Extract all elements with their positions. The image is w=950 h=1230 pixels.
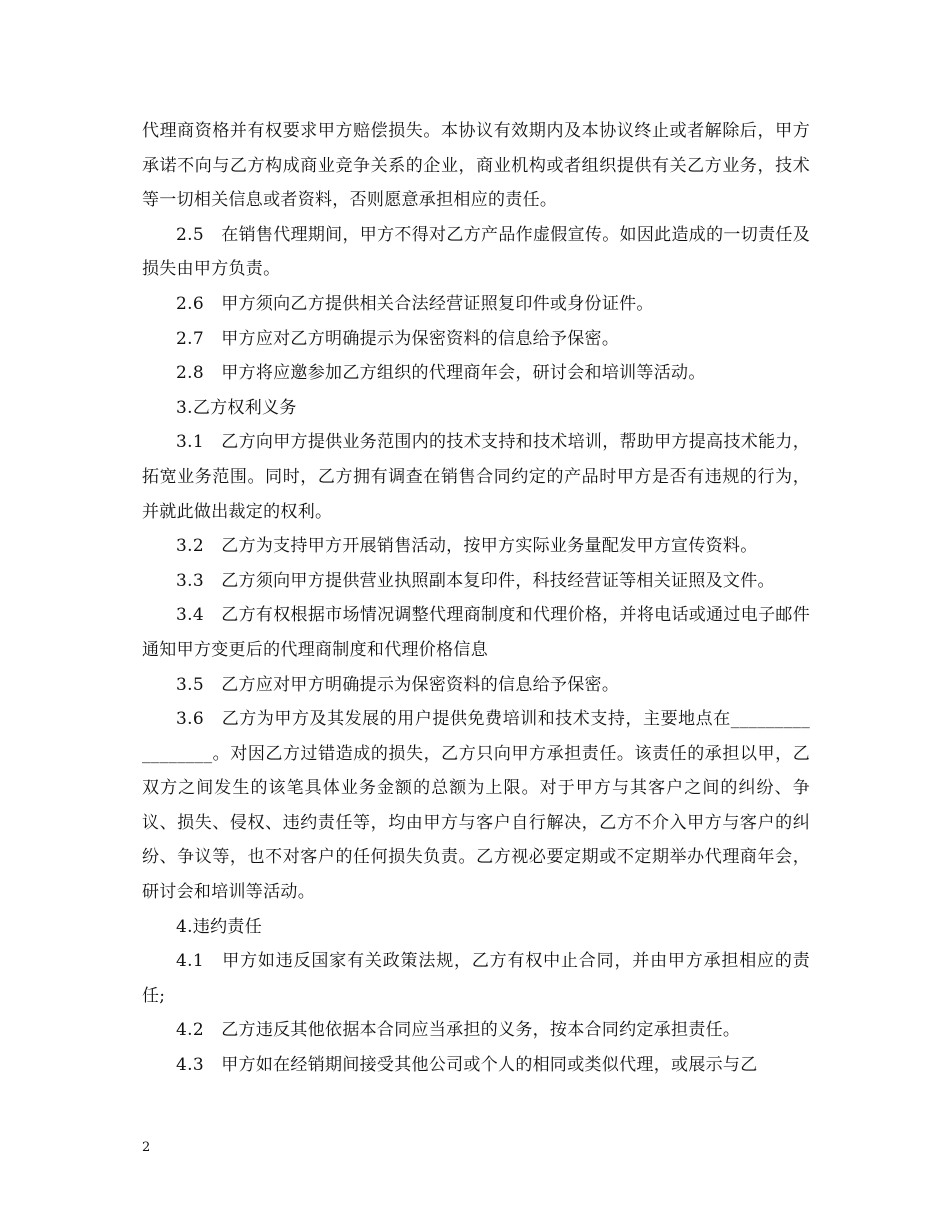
paragraph: 代理商资格并有权要求甲方赔偿损失。本协议有效期内及本协议终止或者解除后，甲方承诺不向与乙方构成商业竞争关系的企业，商业机构或者组织提供有关乙方业务，技术等一切相关信息或者资料，否则愿意承担相应的责任。 <box>142 121 810 211</box>
clause-3-4: 3.4 乙方有权根据市场情况调整代理商制度和代理价格，并将电话或通过电子邮件通知甲方变更后的代理商制度和代理价格信息 <box>142 605 810 660</box>
clause-3-1: 3.1 乙方向甲方提供业务范围内的技术支持和技术培训，帮助甲方提高技术能力，拓宽业务范围。同时，乙方拥有调查在销售合同约定的产品时甲方是否有违规的行为，并就此做出裁定的权利。 <box>142 432 810 522</box>
clause-3-3: 3.3 乙方须向甲方提供营业执照副本复印件，科技经营证等相关证照及文件。 <box>176 570 775 591</box>
clause-3-2: 3.2 乙方为支持甲方开展销售活动，按甲方实际业务量配发甲方宣传资料。 <box>176 536 758 557</box>
clause-2-8: 2.8 甲方将应邀参加乙方组织的代理商年会，研讨会和培训等活动。 <box>176 363 706 384</box>
clause-4-1: 4.1 甲方如违反国家有关政策法规，乙方有权中止合同，并由甲方承担相应的责任; <box>142 951 810 1006</box>
clause-2-6: 2.6 甲方须向乙方提供相关合法经营证照复印件或身份证件。 <box>176 293 654 314</box>
clause-2-5: 2.5 在销售代理期间，甲方不得对乙方产品作虚假宣传。如因此造成的一切责任及损失由甲方负责。 <box>142 224 810 280</box>
page-number: 2 <box>142 1140 151 1155</box>
section-heading-4: 4.违约责任 <box>176 916 263 937</box>
clause-4-2: 4.2 乙方违反其他依据本合同应当承担的义务，按本合同约定承担责任。 <box>176 1020 741 1041</box>
clause-3-6: 3.6 乙方为甲方及其发展的用户提供免费培训和技术支持，主要地点在_________________。对因乙方过错造成的损失，乙方只向甲方承担责任。该责任的承担以甲，乙双方之间发生的该笔具体业务金额的总额为上限。对于甲方与其客户之间的纠纷、争议、损失、侵权、违约责任等，均由甲方与客户自行解决，乙方不介入甲方与客户的纠纷、争议等，也不对客户的任何损失负责。乙方视必要定期或不定期举办代理商年会，研讨会和培训等活动。 <box>142 709 810 903</box>
document-body <box>142 114 810 1083</box>
clause-3-5: 3.5 乙方应对甲方明确提示为保密资料的信息给予保密。 <box>176 674 620 695</box>
section-heading-3: 3.乙方权利义务 <box>176 397 297 418</box>
clause-2-7: 2.7 甲方应对乙方明确提示为保密资料的信息给予保密。 <box>176 328 620 349</box>
clause-4-3: 4.3 甲方如在经销期间接受其他公司或个人的相同或类似代理，或展示与乙 <box>176 1055 758 1076</box>
